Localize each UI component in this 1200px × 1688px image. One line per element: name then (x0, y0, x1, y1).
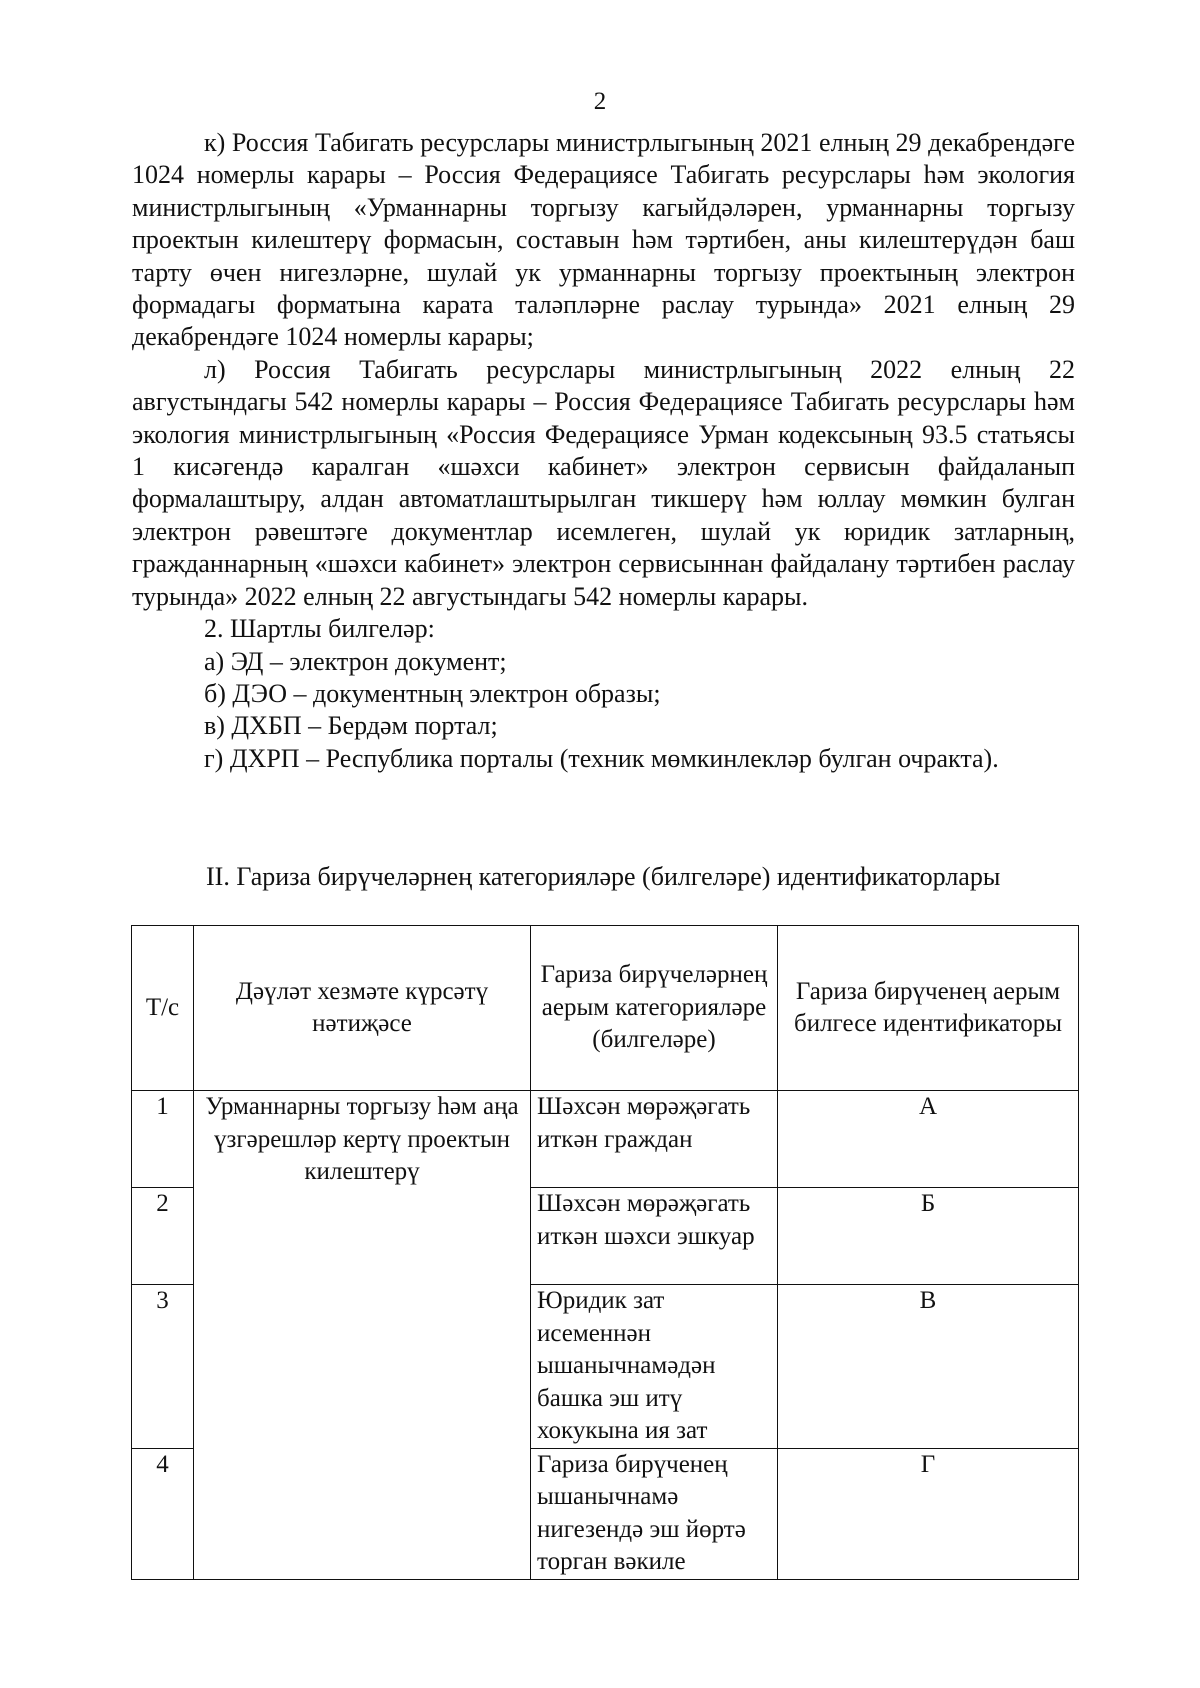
row-number: 3 (132, 1285, 194, 1449)
header-result: Дәүләт хезмәте күрсәтү нәтиҗәсе (194, 926, 531, 1091)
table-header-row (132, 926, 1079, 1091)
header-category: Гариза бирүчеләрнең аерым категорияләре (билгеләре) (531, 926, 778, 1091)
header-number: Т/с (132, 926, 194, 1091)
definition-item: б) ДЭО – документның электрон образы; (204, 678, 661, 708)
row-number: 2 (132, 1188, 194, 1285)
category-cell: Шәхсән мөрәҗәгать иткән шәхси эшкуар (531, 1188, 778, 1285)
page-number: 2 (593, 88, 607, 115)
category-cell: Юридик зат исеменнән ышанычнамәдән башка эш итү хокукына ия зат (531, 1285, 778, 1449)
identifiers-table (131, 925, 1079, 1580)
section-title: II. Гариза бирүчеләрнең категорияләре (билгеләре) идентификаторлары (206, 862, 1001, 891)
definition-item: в) ДХБП – Бердәм портал; (204, 711, 498, 741)
definitions-heading: 2. Шартлы билгеләр: (204, 614, 435, 644)
paragraph-k: к) Россия Табигать ресурслары министрлыгының 2021 елның 29 декабрендәге 1024 номерлы карары – Россия Федерациясе Табигать ресурслары һәм экология министрлыгының «Урманнарны торгызу кагыйдәләрен, урманнарны торгызу проектын килештерү формасын, составын һәм тәртибен, аны килештерүдән баш тарту өчен нигезләрне, шулай ук урманнарны торгызу проектының электрон формадагы форматына карата таләпләрне раслау турында» 2021 елның 29 декабрендәге 1024 номерлы карары; (132, 128, 1075, 352)
identifier-cell: Б (778, 1188, 1079, 1285)
paragraph-l: л) Россия Табигать ресурслары министрлыгының 2022 елның 22 августындагы 542 номерлы карары – Россия Федерациясе Табигать ресурслары һәм экология министрлыгының «Россия Федерациясе Урман кодексының 93.5 статьясы 1 кисәгендә каралган «шәхси кабинет» электрон сервисын файдаланып формалаштыру, алдан автоматлаштырылган тикшерү һәм юллау мөмкин булган электрон рәвештәге документлар исемлеген, шулай ук юридик затларның, гражданнарның «шәхси кабинет» электрон сервисыннан файдалану тәртибен раслау турында» 2022 елның 22 августындагы 542 номерлы карары. (132, 354, 1075, 611)
row-number: 1 (132, 1091, 194, 1188)
header-identifier: Гариза бирүченең аерым билгесе идентификаторы (778, 926, 1079, 1091)
category-cell: Шәхсән мөрәҗәгать иткән граждан (531, 1091, 778, 1188)
definition-item: а) ЭД – электрон документ; (204, 646, 507, 676)
row-number: 4 (132, 1448, 194, 1579)
document-body (132, 127, 1075, 775)
identifier-cell: Г (778, 1448, 1079, 1579)
category-cell: Гариза бирүченең ышанычнамә нигезендә эш йөртә торган вәкиле (531, 1448, 778, 1579)
table-row (132, 1091, 1079, 1188)
service-result-cell: Урманнарны торгызу һәм аңа үзгәрешләр кертү проектын килештерү (194, 1091, 531, 1580)
identifier-cell: В (778, 1285, 1079, 1449)
identifier-cell: А (778, 1091, 1079, 1188)
definition-item: г) ДХРП – Республика порталы (техник мөмкинлекләр булган очракта). (204, 743, 999, 773)
